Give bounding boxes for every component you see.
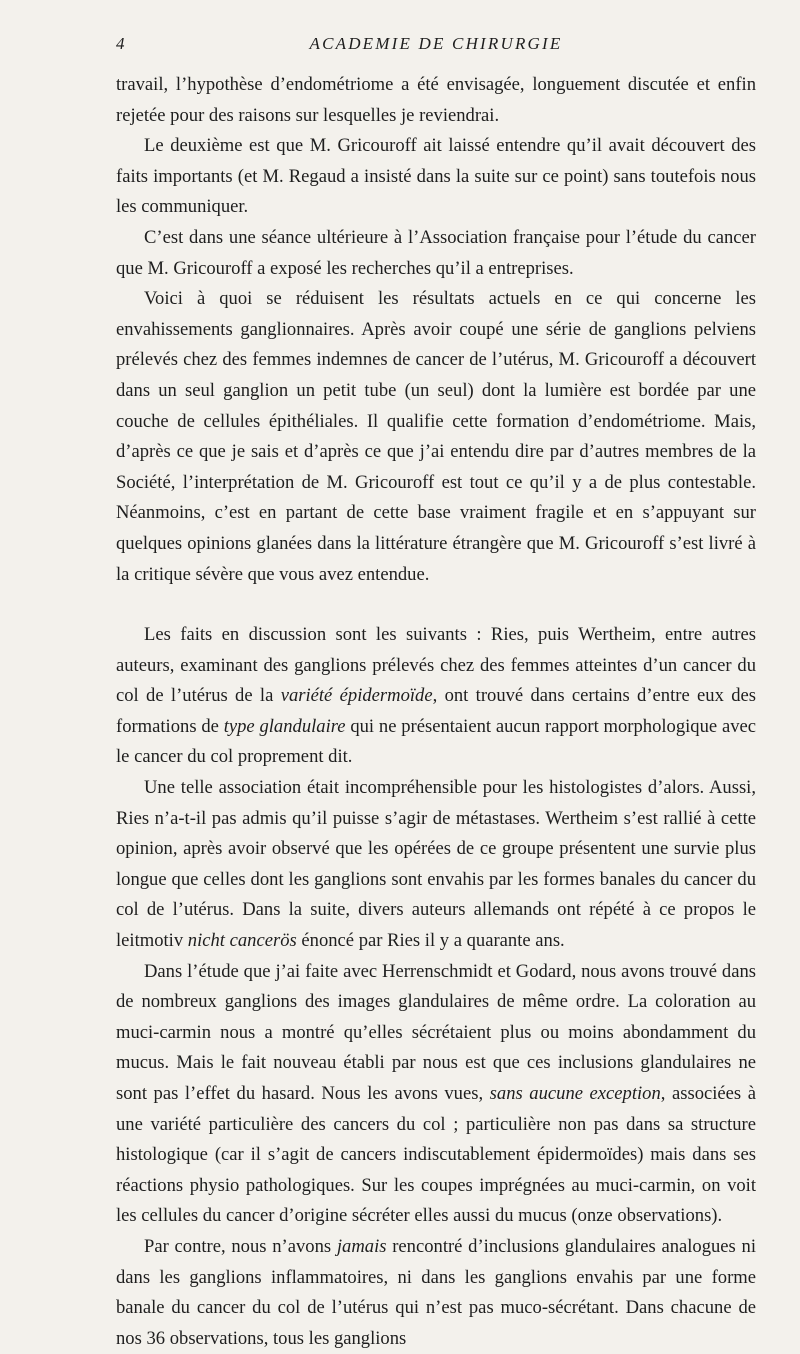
body-text xyxy=(116,70,756,1354)
text-span: , associées à une variété particulière des cancers du col ; particulière non pas dans sa structure histologique (car il s’agit de cancers indiscutablement épidermoïdes) mais dans ses réactions physio pathologiques. Sur les coupes imprégnées au muci-carmin, on voit les cellules du cancer d’origine sécréter elles aussi du mucus (onze observations). xyxy=(116,1083,756,1227)
page-number: 4 xyxy=(116,34,125,53)
text-span: Le deuxième est que M. Gricouroff ait laissé entendre qu’il avait découvert des faits importants (et M. Regaud a insisté dans la suite sur ce point) sans toutefois nous les communiquer. xyxy=(116,135,756,218)
italic-text-span: variété épidermoïde xyxy=(280,685,433,707)
text-span: Une telle association était incompréhensible pour les histologistes d’alors. Aussi, Ries n’a-t-il pas admis qu’il puisse s’agir de métastases. Wertheim s’est rallié à cette opinion, après avoir observé que les opérées de ce groupe présentent une survie plus longue que celles dont les ganglions sont envahis par les formes banales du cancer du col de l’utérus. Dans la suite, divers auteurs allemands ont répété à ce propos le leitmotiv xyxy=(116,777,756,952)
paragraph-7 xyxy=(116,957,756,1232)
italic-text-span: jamais xyxy=(336,1235,387,1257)
text-span: rencontré d’inclusions glandulaires analogues ni dans les ganglions inflammatoires, ni dans les ganglions envahis par une forme banale du cancer du col de l’utérus qui n’est pas muco-sécrétant. Dans chacune de nos 36 observations, tous les ganglions xyxy=(116,1235,757,1349)
text-span: C’est dans une séance ultérieure à l’Association française pour l’étude du cancer que M. Gricouroff a exposé les recherches qu’il a entreprises. xyxy=(116,226,756,279)
italic-text-span: sans aucune exception xyxy=(489,1083,661,1104)
paragraph-6 xyxy=(116,773,756,957)
text-span: Les faits en discussion sont les suivants : Ries, puis Wertheim, entre autres auteurs, examinant des ganglions prélevés chez des femmes atteintes d’un cancer du col de l’utérus de la xyxy=(116,624,756,707)
paragraph-2 xyxy=(116,131,756,223)
paragraph-8 xyxy=(116,1232,756,1354)
italic-text-span: type glandulaire xyxy=(223,715,346,737)
paragraph-3 xyxy=(116,223,756,284)
running-title: ACADEMIE DE CHIRURGIE xyxy=(309,34,563,53)
text-span: travail, l’hypothèse d’endométriome a été envisagée, longuement discutée et enfin rejetée pour des raisons sur lesquelles je reviendrai. xyxy=(116,74,756,126)
paragraph-1 xyxy=(116,70,756,131)
paragraph-4 xyxy=(116,284,756,590)
italic-text-span: nicht cancerös xyxy=(187,930,297,952)
paragraph-5 xyxy=(116,620,756,773)
text-span: Dans l’étude que j’ai faite avec Herrenschmidt et Godard, nous avons trouvé dans de nombreux ganglions des images glandulaires de même ordre. La coloration au muci-carmin nous a montré qu’elles sécrétaient plus ou moins abondamment du mucus. Mais le fait nouveau établi par nous est que ces inclusions glandulaires ne sont pas l’effet du hasard. Nous les avons vues, xyxy=(116,960,756,1104)
text-span: Par contre, nous n’avons xyxy=(144,1235,337,1257)
page-header xyxy=(116,34,756,58)
text-span: qui ne présentaient aucun rapport morphologique avec le cancer du col proprement dit. xyxy=(116,715,756,768)
text-span: énoncé par Ries il y a quarante ans. xyxy=(296,930,565,952)
text-span: Voici à quoi se réduisent les résultats actuels en ce qui concerne les envahissements ganglionnaires. Après avoir coupé une série de ganglions pelviens prélevés chez des femmes indemnes de cancer de l’utérus, M. Gricouroff a découvert dans un seul ganglion un petit tube (un seul) dont la lumière est bordée par une couche de cellules épithéliales. Il qualifie cette formation d’endométriome. Mais, d’après ce que je sais et d’après ce que j’ai entendu dire par d’autres membres de la Société, l’interprétation de M. Gricouroff est tout ce qu’il y a de plus contestable. Néanmoins, c’est en partant de cette base vraiment fragile et en s’appuyant sur quelques opinions glanées dans la littérature étrangère que M. Gricouroff s’est livré à la critique sévère que vous avez entendue. xyxy=(116,288,756,585)
text-span: , ont trouvé dans certains d’entre eux des formations de xyxy=(116,685,756,737)
